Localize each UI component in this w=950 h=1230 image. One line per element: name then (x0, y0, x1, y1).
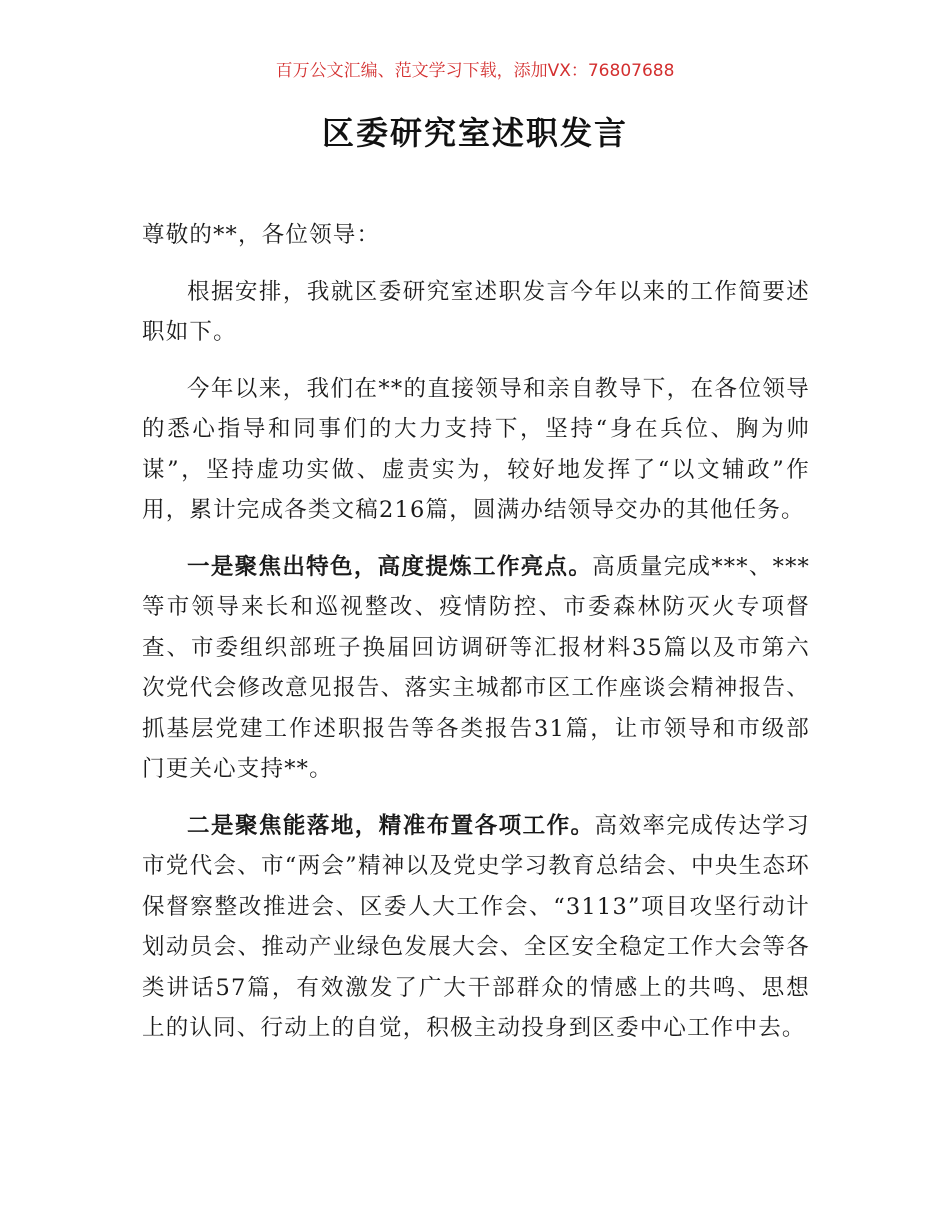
paragraph-lead: 二是聚焦能落地，精准布置各项工作。 (187, 812, 595, 839)
paragraph-3 (142, 547, 810, 790)
paragraph-text: 根据安排，我就区委研究室述职发言今年以来的工作简要述职如下。 (142, 278, 810, 345)
salutation: 尊敬的**，各位领导： (142, 222, 381, 248)
paragraph-text: 高效率完成传达学习市党代会、市“两会”精神以及党史学习教育总结会、中央生态环保督察整改推进会、区委人大工作会、“3113”项目攻坚行动计划动员会、推动产业绿色发展大会、全区安全稳定工作大会等各类讲话57篇，有效激发了广大干部群众的情感上的共鸣、思想上的认同、行动上的自觉，积极主动投身到区委中心工作中去。 (142, 812, 810, 1041)
paragraph-4 (142, 806, 810, 1049)
paragraph-2 (142, 369, 810, 531)
paragraph-lead: 一是聚焦出特色，高度提炼工作亮点。 (187, 553, 593, 580)
document-title: 区委研究室述职发言 (321, 114, 628, 152)
paragraph-1 (142, 272, 810, 353)
document-body (142, 215, 810, 1065)
watermark-banner: 百万公文汇编、范文学习下载，添加VX：76807688 (275, 61, 675, 81)
paragraph-text: 今年以来，我们在**的直接领导和亲自教导下，在各位领导的悉心指导和同事们的大力支持下，坚持“身在兵位、胸为帅谋”，坚持虚功实做、虚责实为，较好地发挥了“以文辅政”作用，累计完成各类文稿216篇，圆满办结领导交办的其他任务。 (142, 375, 810, 523)
paragraph-text: 高质量完成***、***等市领导来长和巡视整改、疫情防控、市委森林防灭火专项督查、市委组织部班子换届回访调研等汇报材料35篇以及市第六次党代会修改意见报告、落实主城都市区工作座谈会精神报告、抓基层党建工作述职报告等各类报告31篇，让市领导和市级部门更关心支持**。 (142, 553, 811, 782)
